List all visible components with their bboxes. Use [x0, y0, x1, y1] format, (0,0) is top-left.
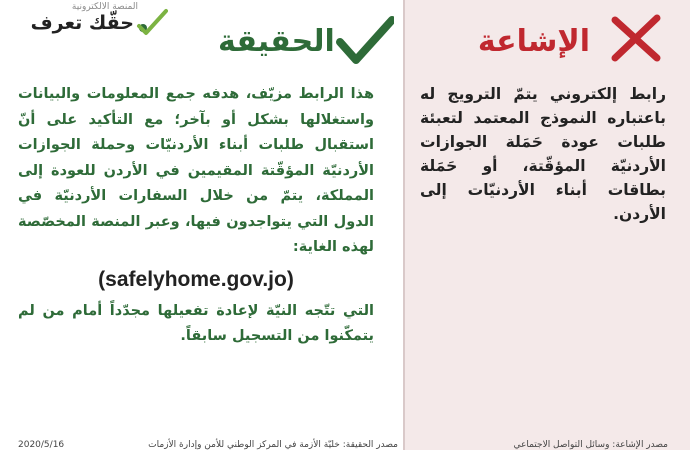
check-mark-icon — [336, 16, 394, 64]
truth-source: مصدر الحقيقة: خليّة الأزمة في المركز الوطني للأمن وإدارة الأزمات — [148, 440, 398, 450]
truth-closing: التي تتّجه النيّة لإعادة تفعيلها مجدّداً أمام من لم يتمكّنوا من التسجيل سابقاً. — [18, 302, 374, 344]
truth-paragraph: هذا الرابط مزيّف، هدفه جمع المعلومات والبيانات واستغلالها بشكل أو بآخر؛ مع التأكيد على أنّ استقبال طلبات أبناء الأردنيّات وحملة الجوازات الأردنيّة المؤقّتة المقيمين في الأردن للعودة إلى المملكة، يتمّ من خلال السفارات الأردنيّة في الدول التي يتواجدون فيها، وعبر المنصة المخصّصة لهذه الغاية: — [18, 86, 374, 255]
truth-date: 2020/5/16 — [18, 440, 65, 450]
panel-divider — [403, 0, 405, 450]
brand-logo — [18, 2, 168, 40]
x-mark-icon — [607, 14, 665, 62]
logo-name: حقّك تعرف — [30, 12, 134, 34]
logo-subtitle: المنصة الالكترونية — [71, 2, 138, 12]
official-url: (safelyhome.gov.jo) — [98, 267, 294, 291]
rumor-body — [420, 82, 666, 226]
truth-body — [18, 82, 374, 350]
truth-title: الحقيقة — [218, 24, 335, 59]
logo-check-icon — [134, 8, 168, 36]
rumor-paragraph: رابط إلكتروني يتمّ الترويج له باعتباره النموذج المعتمد لتعبئة طلبات عودة حَمَلة الجوازات الأردنيّة المؤقّتة، أو حَمَلة بطاقات أبناء الأردنيّات إلى الأردن. — [420, 85, 666, 223]
rumor-source: مصدر الإشاعة: وسائل التواصل الاجتماعي — [513, 440, 668, 450]
rumor-title: الإشاعة — [477, 24, 590, 59]
